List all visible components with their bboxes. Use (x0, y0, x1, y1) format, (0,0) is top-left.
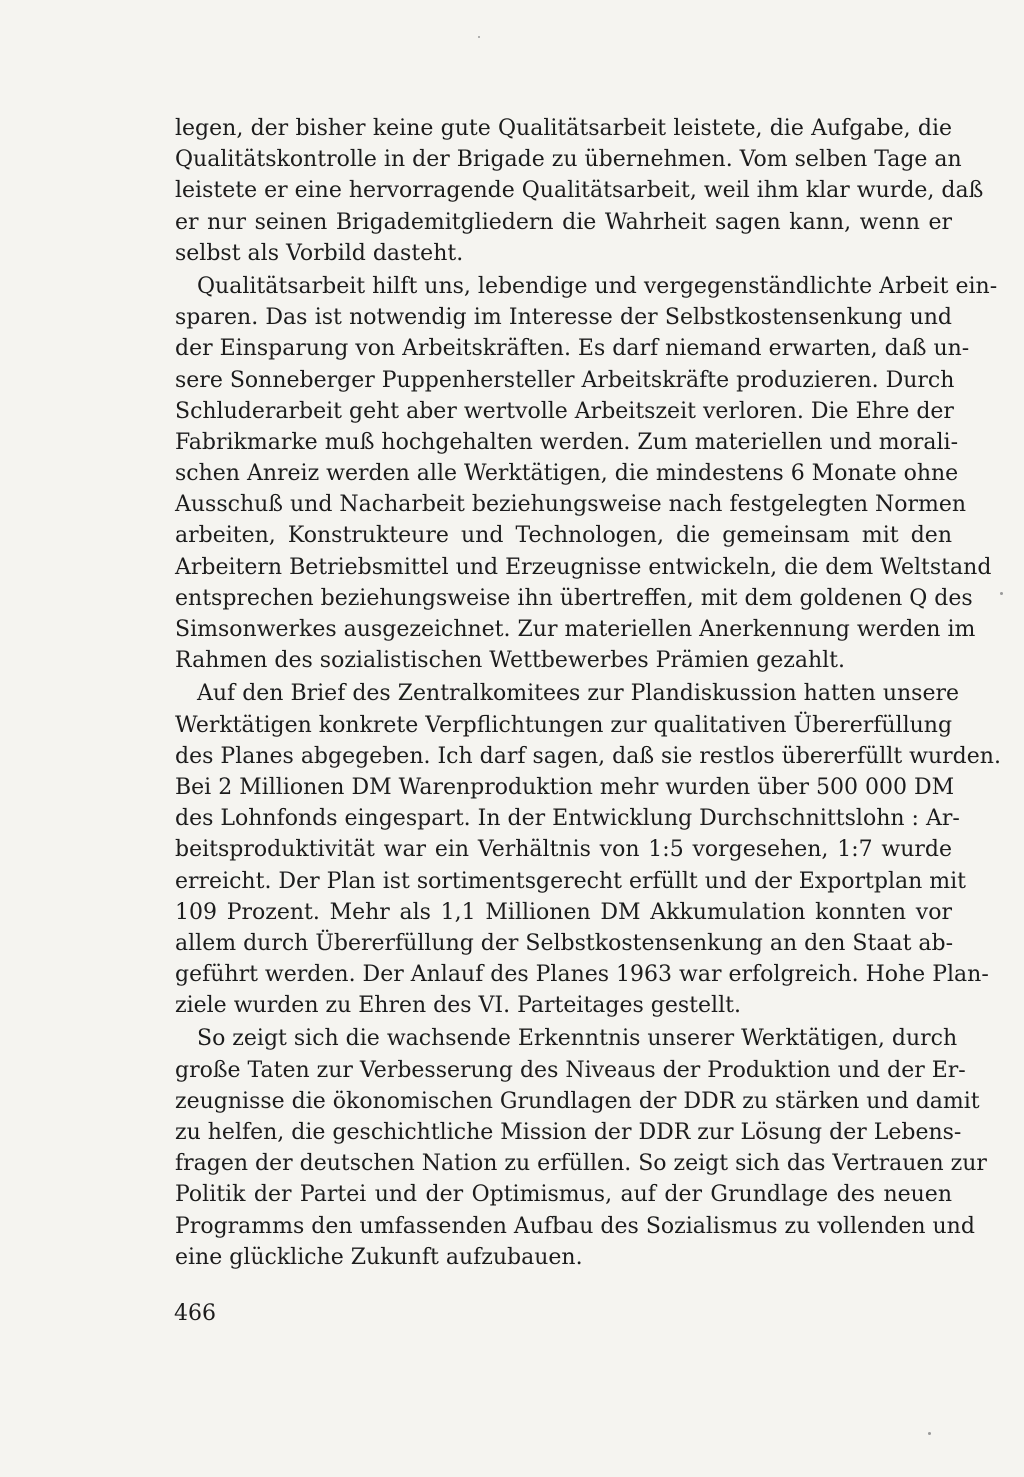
text-line: sere Sonneberger Puppenhersteller Arbeitskräfte produzieren. Durch (175, 367, 955, 393)
paper-speck (478, 36, 480, 38)
text-line: Qualitätskontrolle in der Brigade zu übernehmen. Vom selben Tage an (175, 147, 962, 173)
text-line: Werktätigen konkrete Verpflichtungen zur qualitativen Übererfüllung (175, 712, 953, 738)
text-line: zeugnisse die ökonomischen Grundlagen der DDR zu stärken und damit (175, 1088, 980, 1114)
text-line: erreicht. Der Plan ist sortimentsgerecht erfüllt und der Exportplan mit (175, 868, 967, 894)
text-line: Programms den umfassenden Aufbau des Sozialismus zu vollenden und (175, 1213, 975, 1239)
page-number: 466 (174, 1301, 216, 1326)
paragraph (175, 678, 1001, 1021)
text-line: Politik der Partei und der Optimismus, auf der Grundlage des neuen (175, 1182, 952, 1208)
text-line: Ausschuß und Nacharbeit beziehungsweise nach festgelegten Normen (175, 492, 967, 518)
text-line: Schluderarbeit geht aber wertvolle Arbeitszeit verloren. Die Ehre der (175, 398, 954, 424)
text-line: Fabrikmarke muß hochgehalten werden. Zum materiellen und morali- (175, 429, 959, 455)
text-line: fragen der deutschen Nation zu erfüllen. So zeigt sich das Vertrauen zur (175, 1151, 987, 1177)
text-line: Auf den Brief des Zentralkomitees zur Plandiskussion hatten unsere (197, 681, 959, 707)
text-line: sparen. Das ist notwendig im Interesse der Selbstkostensenkung und (175, 305, 952, 331)
text-line: 109 Prozent. Mehr als 1,1 Millionen DM Akkumulation konnten vor (175, 899, 952, 925)
paper-speck (1000, 592, 1003, 595)
text-line: Qualitätsarbeit hilft uns, lebendige und vergegenständlichte Arbeit ein- (197, 273, 998, 299)
text-line: des Planes abgegeben. Ich darf sagen, daß sie restlos übererfüllt wurden. (175, 743, 1001, 769)
text-line: leistete er eine hervorragende Qualitätsarbeit, weil ihm klar wurde, daß (175, 178, 984, 204)
text-line: der Einsparung von Arbeitskräften. Es darf niemand erwarten, daß un- (175, 336, 970, 362)
text-line: große Taten zur Verbesserung des Niveaus der Produktion und der Er- (175, 1057, 966, 1083)
text-line: geführt werden. Der Anlauf des Planes 1963 war erfolgreich. Hohe Plan- (175, 962, 989, 988)
paragraph (175, 271, 998, 676)
text-line: arbeiten, Konstrukteure und Technologen, die gemeinsam mit den (175, 523, 952, 549)
text-line: er nur seinen Brigademitgliedern die Wahrheit sagen kann, wenn er (175, 209, 952, 235)
text-line: entsprechen beziehungsweise ihn übertreffen, mit dem goldenen Q des (175, 585, 973, 611)
text-line: selbst als Vorbild dasteht. (175, 240, 464, 266)
text-line: Bei 2 Millionen DM Warenproduktion mehr wurden über 500 000 DM (175, 774, 955, 800)
text-line: ziele wurden zu Ehren des VI. Parteitages gestellt. (175, 993, 741, 1019)
text-line: So zeigt sich die wachsende Erkenntnis unserer Werktätigen, durch (197, 1026, 958, 1052)
text-line: legen, der bisher keine gute Qualitätsarbeit leistete, die Aufgabe, die (175, 116, 952, 141)
text-line: des Lohnfonds eingespart. In der Entwicklung Durchschnittslohn : Ar- (175, 806, 960, 832)
body-text (175, 113, 1001, 1273)
text-line: zu helfen, die geschichtliche Mission der DDR zur Lösung der Lebens- (175, 1120, 962, 1145)
text-line: Arbeitern Betriebsmittel und Erzeugnisse entwickeln, die dem Weltstand (175, 554, 992, 580)
paragraph (175, 113, 984, 269)
text-line: schen Anreiz werden alle Werktätigen, die mindestens 6 Monate ohne (175, 461, 959, 487)
text-line: Simsonwerkes ausgezeichnet. Zur materiellen Anerkennung werden im (175, 617, 976, 642)
text-line: eine glückliche Zukunft aufzubauen. (175, 1244, 583, 1270)
text-line: allem durch Übererfüllung der Selbstkostensenkung an den Staat ab- (175, 930, 954, 956)
paragraph (175, 1023, 987, 1273)
paper-speck (928, 1432, 931, 1435)
text-line: Rahmen des sozialistischen Wettbewerbes Prämien gezahlt. (175, 648, 846, 674)
text-line: beitsproduktivität war ein Verhältnis von 1:5 vorgesehen, 1:7 wurde (175, 837, 952, 863)
